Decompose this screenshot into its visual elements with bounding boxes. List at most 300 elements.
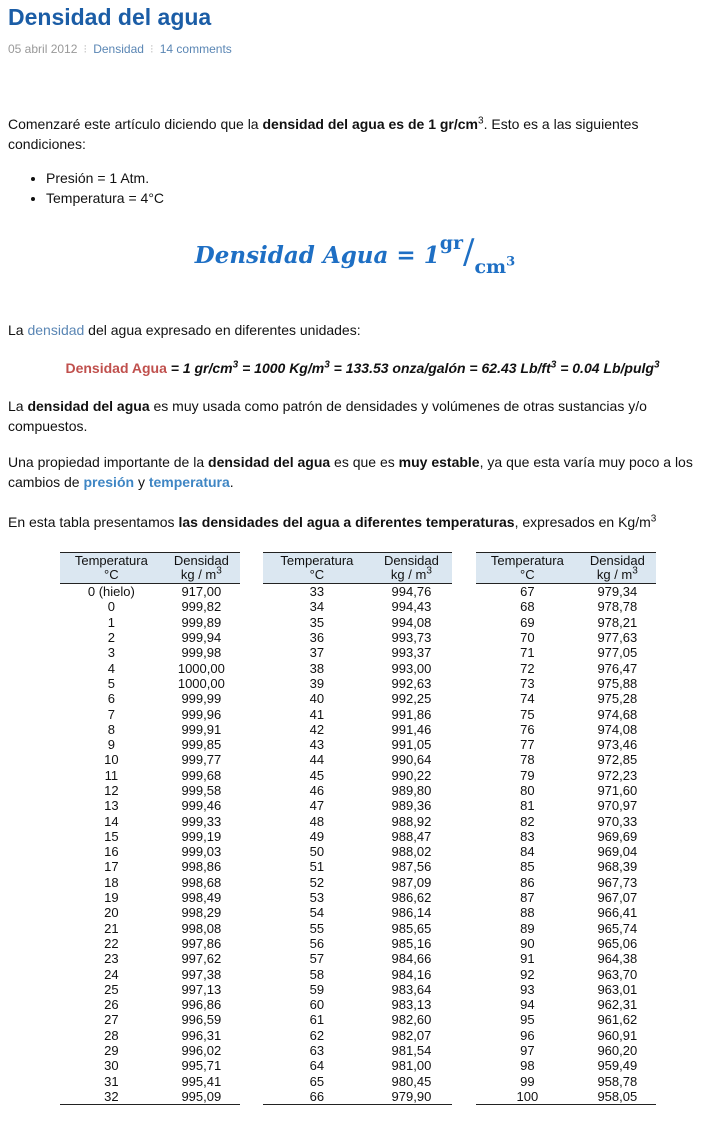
density-cell: 999,58 [181,783,222,798]
table-row [476,768,656,783]
density-cell: 984,16 [391,966,432,982]
temperature-cell: 80 [520,783,535,798]
table-row [476,615,656,630]
temperature-cell: 49 [309,828,325,844]
density-cell: 980,45 [391,1073,432,1089]
table-row [263,1074,452,1089]
table-row [476,1058,656,1073]
table-row [263,921,452,936]
table-row [263,982,452,997]
temperature-cell: 24 [104,966,119,982]
density-table-2 [263,552,452,1105]
density-cell: 967,07 [597,890,638,906]
density-cell: 959,49 [597,1058,638,1074]
table-row [476,829,656,844]
density-table-3 [476,552,656,1105]
table-row [476,966,656,981]
table-row [60,752,240,767]
temperature-cell: 52 [309,874,325,890]
density-cell: 997,86 [181,935,222,951]
temperature-cell: 86 [520,874,535,890]
table-row [263,737,452,752]
table-row [60,798,240,813]
temperature-cell: 78 [520,752,535,768]
temperature-cell: 29 [104,1043,119,1059]
density-cell: 999,68 [181,767,222,783]
table-row [476,1012,656,1027]
density-cell: 964,38 [597,951,638,967]
table-row [476,630,656,645]
temperature-cell: 60 [309,997,325,1013]
density-cell: 1000,00 [177,675,225,691]
density-cell: 988,47 [391,828,432,844]
table-row [476,1089,656,1105]
temperature-cell: 2 [107,630,115,646]
temperature-cell: 10 [104,752,119,768]
table-row [60,783,240,798]
temperature-cell: 27 [104,1012,119,1028]
table-row [476,1043,656,1058]
temperature-cell: 71 [520,645,535,661]
table-row [476,813,656,828]
temperature-cell: 76 [520,721,535,737]
density-cell: 999,46 [181,798,222,814]
temperature-cell: 20 [104,905,119,921]
temperature-cell: 36 [309,630,325,646]
density-cell: 999,98 [181,645,222,661]
temperature-cell: 19 [104,890,119,906]
density-cell: 987,09 [391,874,432,890]
density-cell: 972,85 [597,752,638,768]
temperature-cell: 90 [520,935,535,951]
temperature-cell: 95 [520,1012,535,1028]
density-cell: 995,71 [181,1058,222,1074]
intro-paragraph: Comenzaré este artículo diciendo que la densidad del agua es de 1 $gr/cm^3$. Esto es a las siguientes condiciones: [8,115,639,152]
temperature-cell: 43 [309,737,325,753]
table-row [476,844,656,859]
density-cell: 996,86 [181,997,222,1013]
density-cell: 979,90 [371,1089,452,1105]
temperature-cell: 17 [104,859,119,875]
density-cell: 975,88 [597,675,638,691]
density-cell: 984,66 [391,951,432,967]
temperature-cell: 41 [309,706,325,722]
table-row [476,660,656,675]
density-cell: 992,63 [391,675,432,691]
temperature-cell: 12 [104,783,119,798]
table-row [263,691,452,706]
density-cell: 998,68 [181,874,222,890]
density-cell: 966,41 [597,905,638,921]
table-row [476,599,656,614]
density-cell: 999,99 [181,691,222,707]
table-row [60,768,240,783]
table-row [60,676,240,691]
density-cell: 997,62 [181,951,222,967]
table-row [476,997,656,1012]
density-cell: 971,60 [597,783,638,798]
temperature-cell: 93 [520,981,535,997]
density-cell: 981,00 [391,1058,432,1074]
table-row [263,676,452,691]
density-cell: 999,19 [181,828,222,844]
density-cell: 999,96 [181,706,222,722]
temperature-cell: 74 [520,691,535,707]
temperatura-link[interactable]: temperatura [148,474,230,490]
equivalences-line: Densidad Agua = 1 $gr/cm^3 = 1000$ $Kg/m^3 = 133.53$ onza/galón = 62.43 $Lb/ft^3 = 0.04$ Lb/pulg$^3$ [65,359,660,376]
density-cell: 978,78 [597,599,638,615]
post-meta: 05 abril 2012 ⁝ Densidad ⁝ 14 comments [8,42,232,56]
table-row [263,706,452,721]
table-row [263,997,452,1012]
temperature-cell: 0 (hielo) [87,584,135,600]
temperature-cell: 58 [309,966,325,982]
table-intro: En esta tabla presentamos las densidades del agua a diferentes temperaturas, expresados en $Kg/m^3$ [8,513,657,530]
table-row [476,737,656,752]
temperature-cell: 28 [104,1027,119,1043]
table-row [476,752,656,767]
density-cell: 999,03 [181,844,222,860]
temperature-cell: 14 [104,813,119,829]
density-cell: 977,63 [597,630,638,646]
table-row [476,875,656,890]
table-row [476,798,656,813]
table-row [60,813,240,828]
density-cell: 999,85 [181,737,222,753]
temperature-cell: 88 [520,905,535,921]
density-cell: 969,69 [597,828,638,844]
table-row [60,645,240,660]
table-row [263,951,452,966]
temperature-cell: 64 [309,1058,325,1074]
table-row [60,982,240,997]
density-cell: 983,13 [391,997,432,1013]
density-cell: 1000,00 [177,660,225,676]
temperature-cell: 16 [104,844,119,860]
list-item: • Temperatura = 4°C [46,188,708,208]
table-row [263,660,452,675]
table-row [476,905,656,920]
table-row [263,966,452,981]
density-cell: 988,02 [391,844,432,860]
temperature-cell: 96 [520,1027,535,1043]
temperature-cell: 62 [309,1027,325,1043]
density-cell: 974,68 [597,706,638,722]
table-row [263,630,452,645]
table-row [263,844,452,859]
density-cell: 963,70 [597,966,638,982]
density-cell: 999,94 [181,630,222,646]
table-row [476,859,656,874]
density-cell: 973,46 [597,737,638,753]
table-row [263,645,452,660]
density-cell: 995,09 [163,1089,240,1105]
comments-link[interactable]: 14 comments [159,42,232,56]
density-header: Densidad kg / $m^3$ [579,553,656,584]
density-cell: 982,60 [391,1012,432,1028]
temperature-cell: 55 [309,920,325,936]
temperature-cell: 83 [520,828,535,844]
table-row [60,1012,240,1027]
temperature-cell: 1 [107,614,115,630]
table-row [263,829,452,844]
temperature-cell: 38 [309,660,325,676]
table-row [60,890,240,905]
density-cell: 968,39 [597,859,638,875]
density-cell: 976,47 [597,660,638,676]
table-row [60,859,240,874]
temperature-cell: 21 [104,920,119,936]
temperature-cell: 35 [309,614,325,630]
table-row [60,584,240,600]
temperature-cell: 48 [309,813,325,829]
temperature-cell: 72 [520,660,535,676]
temperature-cell: 33 [309,584,325,600]
density-cell: 998,86 [181,859,222,875]
table-row [60,966,240,981]
table-row [60,951,240,966]
temperature-cell: 13 [104,798,119,814]
density-cell: 990,22 [391,767,432,783]
density-cell: 989,36 [391,798,432,814]
density-cell: 975,28 [597,691,638,707]
table-row [263,584,452,600]
density-cell: 986,62 [391,890,432,906]
temperature-cell: 15 [104,828,119,844]
table-row [263,905,452,920]
post-date: 05 abril 2012 [8,42,78,56]
temperature-cell: 85 [520,859,535,875]
table-row [60,737,240,752]
density-cell: 993,00 [391,660,432,676]
density-cell: 997,38 [181,966,222,982]
temperature-cell: 77 [520,737,535,753]
temperature-cell: 34 [309,599,325,615]
table-row [263,875,452,890]
density-cell: 974,08 [597,721,638,737]
table-row [476,982,656,997]
table-row [263,1089,452,1105]
density-cell: 993,73 [391,630,432,646]
temperature-cell: 57 [309,951,325,967]
temperature-cell: 26 [104,997,119,1013]
density-cell: 978,21 [597,614,638,630]
temperature-cell: 81 [520,798,535,814]
table-row [60,936,240,951]
density-cell: 996,59 [181,1012,222,1028]
temperature-cell: 79 [520,767,535,783]
density-cell: 998,08 [181,920,222,936]
table-row [263,1043,452,1058]
density-cell: 995,41 [181,1073,222,1089]
table-row [60,1074,240,1089]
density-cell: 969,04 [597,844,638,860]
units-paragraph: La densidad del agua expresado en diferentes unidades: [8,322,361,338]
density-cell: 985,16 [391,935,432,951]
temperature-cell: 82 [520,813,535,829]
density-cell: 917,00 [181,584,222,600]
density-cell: 992,25 [391,691,432,707]
table-header [60,553,240,584]
temperature-cell: 100 [476,1089,579,1105]
conditions-list [8,168,708,208]
density-cell: 965,06 [597,935,638,951]
table-row [263,783,452,798]
temperature-cell: 22 [104,935,119,951]
density-cell: 997,13 [181,981,222,997]
table-row [60,660,240,675]
temperature-cell: 69 [520,614,535,630]
page-title: Densidad del agua [8,4,212,30]
temperature-cell: 73 [520,675,535,691]
temperature-cell: 65 [309,1073,325,1089]
temperature-cell: 8 [107,721,115,737]
table-row [263,722,452,737]
temperature-cell: 54 [309,905,325,921]
table-row [60,1089,240,1105]
temperature-cell: 66 [263,1089,371,1105]
temperature-cell: 4 [107,660,115,676]
table-row [476,783,656,798]
temperature-cell: 23 [104,951,119,967]
density-cell: 960,91 [597,1027,638,1043]
table-row [60,875,240,890]
temperature-cell: 44 [309,752,325,768]
density-cell: 972,23 [597,767,638,783]
density-cell: 979,34 [597,584,638,600]
temperature-cell: 7 [107,706,115,722]
table-row [263,1012,452,1027]
density-cell: 981,54 [391,1043,432,1059]
temperature-cell: 0 [107,599,115,615]
table-row [60,921,240,936]
table-row [476,890,656,905]
temperature-cell: 39 [309,675,325,691]
density-cell: 994,43 [391,599,432,615]
density-cell: 989,80 [391,783,432,798]
table-row [476,1074,656,1089]
paragraph-standard: La densidad del agua es muy usada como patrón de densidades y volúmenes de otras sustancias y/o compuestos. [8,398,647,434]
density-cell: 986,14 [391,905,432,921]
temperature-cell: 59 [309,981,325,997]
density-cell: 960,20 [597,1043,638,1059]
table-row [60,1028,240,1043]
density-cell: 996,31 [181,1027,222,1043]
density-header: Densidad kg / $m^3$ [371,553,452,584]
temperature-cell: 9 [107,737,115,753]
table-row [263,615,452,630]
temperature-cell: 18 [104,874,119,890]
temperature-header: Temperatura °C [263,553,371,584]
temperature-cell: 32 [60,1089,163,1105]
temperature-cell: 87 [520,890,535,906]
density-cell: 961,62 [597,1012,638,1028]
table-row [60,844,240,859]
density-cell: 963,01 [597,981,638,997]
table-row [476,676,656,691]
temperature-cell: 94 [520,997,535,1013]
temperature-cell: 61 [309,1012,325,1028]
table-header [263,553,452,584]
table-row [476,584,656,600]
density-cell: 967,73 [597,874,638,890]
density-cell: 990,64 [391,752,432,768]
temperature-cell: 98 [520,1058,535,1074]
table-row [263,1028,452,1043]
table-row [60,615,240,630]
temperature-cell: 75 [520,706,535,722]
density-formula: Densidad Agua = $1^{gr}/_{cm^3}$ [194,232,516,278]
density-header: Densidad kg / $m^3$ [163,553,240,584]
temperature-cell: 3 [107,645,115,661]
table-row [476,722,656,737]
table-row [476,951,656,966]
density-cell: 970,97 [597,798,638,814]
temperature-cell: 31 [104,1073,119,1089]
table-row [263,936,452,951]
temperature-cell: 46 [309,783,325,798]
temperature-cell: 97 [520,1043,535,1059]
table-row [60,1043,240,1058]
table-row [263,859,452,874]
densidad-link[interactable]: densidad [27,322,85,338]
temperature-cell: 92 [520,966,535,982]
density-cell: 994,08 [391,614,432,630]
temperature-cell: 68 [520,599,535,615]
temperature-cell: 51 [309,859,325,875]
density-table-1 [60,552,240,1105]
temperature-cell: 67 [520,584,535,600]
density-cell: 962,31 [597,997,638,1013]
presion-link[interactable]: presión [83,474,135,490]
temperature-cell: 5 [107,675,115,691]
density-cell: 965,74 [597,920,638,936]
table-header [476,553,656,584]
table-row [263,1058,452,1073]
density-cell: 994,76 [391,584,432,600]
table-row [263,798,452,813]
table-row [263,768,452,783]
paragraph-stability: Una propiedad importante de la densidad del agua es que es muy estable, ya que esta varía muy poco a los cambios de presión y temperatura. [8,454,693,490]
temperature-cell: 53 [309,890,325,906]
temperature-cell: 42 [309,721,325,737]
density-cell: 999,33 [181,813,222,829]
category-link[interactable]: Densidad [93,42,144,56]
table-row [476,1028,656,1043]
density-cell: 999,89 [181,614,222,630]
density-cell: 982,07 [391,1027,432,1043]
temperature-cell: 89 [520,920,535,936]
density-cell: 988,92 [391,813,432,829]
density-cell: 985,65 [391,920,432,936]
density-cell: 999,82 [181,599,222,615]
table-row [60,722,240,737]
table-row [60,706,240,721]
density-cell: 977,05 [597,645,638,661]
temperature-cell: 84 [520,844,535,860]
temperature-cell: 47 [309,798,325,814]
temperature-cell: 91 [520,951,535,967]
table-row [476,706,656,721]
density-cell: 991,46 [391,721,432,737]
table-row [263,890,452,905]
temperature-header: Temperatura °C [60,553,163,584]
temperature-cell: 6 [107,691,115,707]
temperature-header: Temperatura °C [476,553,579,584]
table-row [60,1058,240,1073]
density-cell: 999,91 [181,721,222,737]
temperature-cell: 45 [309,767,325,783]
